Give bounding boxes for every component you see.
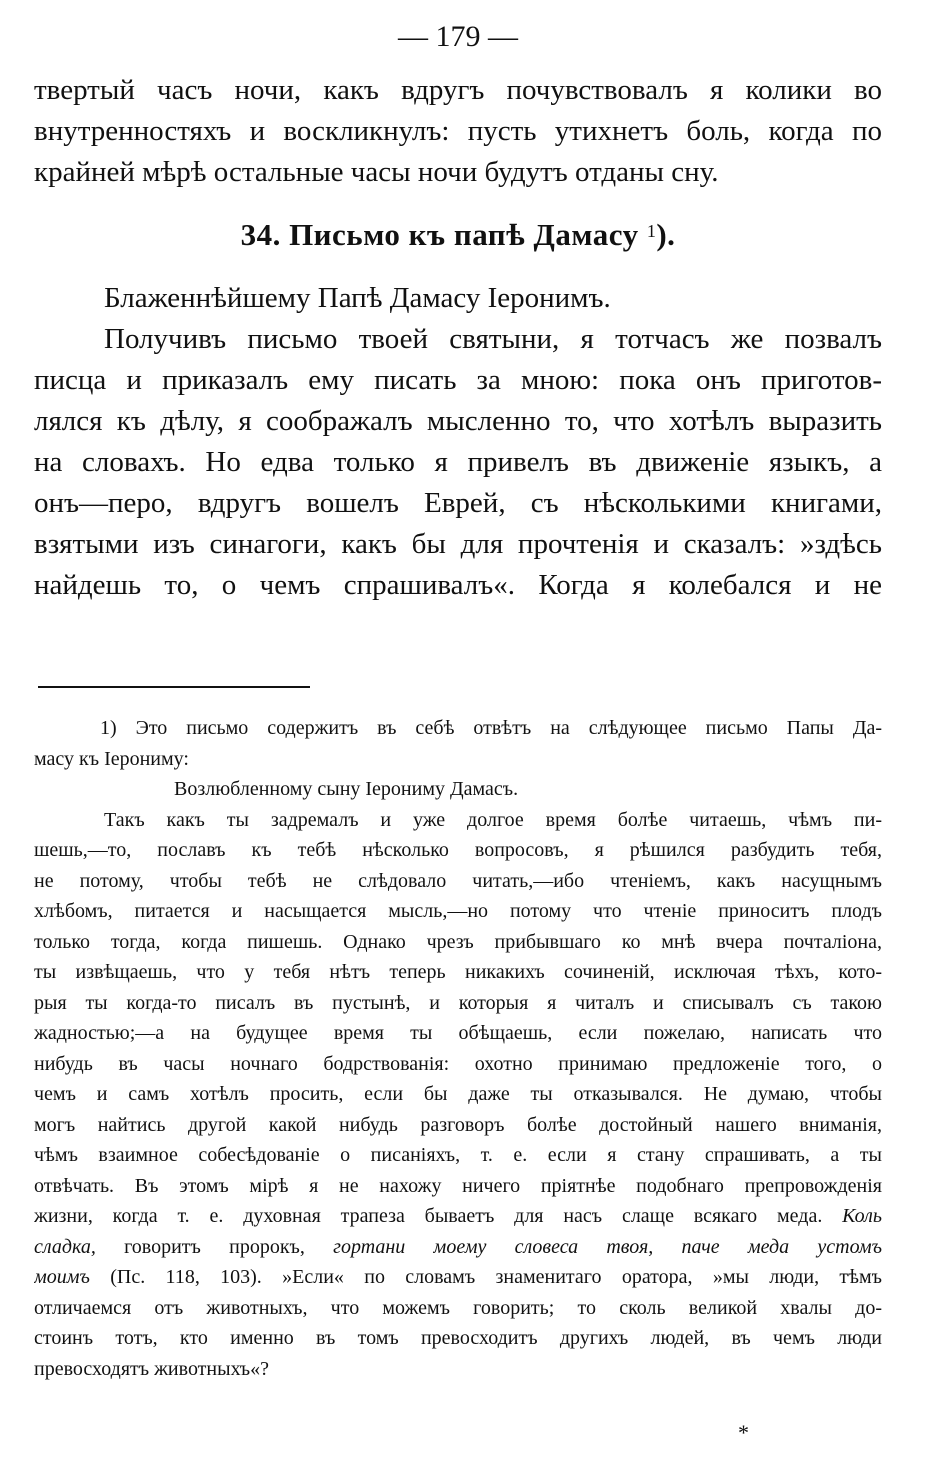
footnote-line: жадностью;—а на будущее время ты обѣщаешь, если пожелаю, написать что [34, 1022, 882, 1044]
footnote-line: хлѣбомъ, питается и насыщается мысль,—но потому что чтеніе приноситъ плодъ [34, 900, 882, 922]
footnote-text: (Пс. 118, 103). »Если« по словамъ знаменитаго оратора, »мы люди, тѣмъ [89, 1266, 882, 1288]
footnote-divider [38, 686, 310, 688]
text-line: найдешь то, о чемъ спрашивалъ«. Когда я колебался и не [34, 569, 882, 601]
footnote-line: ты извѣщаешь, что у тебя нѣтъ теперь никакихъ сочиненій, исключая тѣхъ, кото- [34, 961, 882, 983]
letter-paragraph [34, 319, 882, 606]
text-line: лялся къ дѣлу, я соображалъ мысленно то, что хотѣлъ выразить [34, 405, 882, 437]
footnote-line: шешь,—то, пославъ къ тебѣ нѣсколько вопросовъ, я рѣшился разбудить тебя, [34, 839, 882, 861]
footnote-reference: 1 [646, 221, 657, 241]
footnote-line: отвѣчать. Въ этомъ мірѣ я не нахожу ничего пріятнѣе подобнаго препровожденія [34, 1174, 882, 1197]
text-line: крайней мѣрѣ остальные часы ночи будутъ отданы сну. [34, 156, 719, 188]
letter-heading-title: 34. Письмо къ папѣ Дамасу [240, 217, 639, 252]
text-line: внутренностяхъ и воскликнулъ: пусть утихнетъ боль, когда по [34, 115, 882, 147]
text-line: Получивъ письмо твоей святыни, я тотчасъ же позвалъ [104, 323, 882, 355]
footnote-line: рыя ты когда-то писалъ въ пустынѣ, и которыя я читалъ и списывалъ съ такою [34, 991, 882, 1014]
footnote-italic: гортани моему словеса твоя, паче меда устомъ [333, 1235, 882, 1258]
footnote-line: могъ найтись другой какой нибудь разговоръ болѣе достойный нашего вниманія, [34, 1113, 882, 1136]
text-line: онъ—перо, вдругъ вошелъ Еврей, съ нѣсколькими книгами, [34, 487, 882, 519]
page-number: — 179 — [398, 20, 518, 53]
footnote-line: нибудь въ часы ночнаго бодрствованія: охотно принимаю предложеніе того, о [34, 1052, 882, 1075]
footnote-address: Возлюбленному сыну Іерониму Дамасъ. [174, 778, 519, 800]
letter-heading [34, 215, 882, 255]
footnote-line [34, 1262, 882, 1293]
signature-mark: * [738, 1420, 749, 1445]
intro-paragraph [34, 70, 882, 193]
footnote-text: жизни, когда т. е. духовная трапеза бываетъ для насъ слаще всякаго меда. [34, 1205, 823, 1227]
footnote-line: чемъ и самъ хотѣлъ просить, если бы даже ты отказывался. Не думаю, чтобы [34, 1083, 882, 1105]
footnote-italic: сладка, [34, 1235, 96, 1258]
footnote-line: 1) Это письмо содержитъ въ себѣ отвѣтъ на слѣдующее письмо Папы Да- [100, 717, 882, 739]
footnote-line: только тогда, когда пишешь. Однако чрезъ прибывшаго ко мнѣ вчера почталіона, [34, 930, 882, 953]
footnote-line: превосходятъ животныхъ«? [34, 1357, 270, 1380]
footnote-italic: Коль [842, 1205, 882, 1227]
footnote-line: стоинъ тотъ, кто именно въ томъ превосходитъ другихъ людей, въ чемъ люди [34, 1327, 882, 1349]
text-line: писца и приказалъ ему писать за мною: пока онъ приготов- [34, 364, 882, 396]
text-line: на словахъ. Но едва только я привелъ въ движеніе языкъ, а [34, 446, 882, 478]
text-line: взятыми изъ синагоги, какъ бы для прочтенія и сказалъ: »здѣсь [34, 528, 882, 560]
footnote-line: масу къ Іерониму: [34, 747, 189, 770]
footnote-italic: моимъ [34, 1266, 90, 1288]
text-line: твертый часъ ночи, какъ вдругъ почувствовалъ я колики во [34, 74, 882, 106]
footnote-block [34, 713, 882, 1384]
heading-closing: ). [656, 217, 676, 252]
footnote-text: говоритъ пророкъ, [95, 1235, 334, 1258]
footnote-line: Такъ какъ ты задремалъ и уже долгое время болѣе читаешь, чѣмъ пи- [104, 808, 882, 831]
letter-greeting: Блаженнѣйшему Папѣ Дамасу Іеронимъ. [104, 282, 611, 314]
footnote-line: не потому, чтобы тебѣ не слѣдовало читать,—ибо чтеніемъ, какъ насущнымъ [34, 869, 882, 892]
footnote-line: чѣмъ взаимное собесѣдованіе о писаніяхъ, т. е. если я стану спрашивать, а ты [34, 1144, 882, 1166]
footnote-line [34, 1201, 882, 1232]
book-page [34, 20, 882, 606]
footnote-line [34, 1232, 882, 1263]
footnote-line: отличаемся отъ животныхъ, что можемъ говорить; то сколь великой хвалы до- [34, 1296, 882, 1319]
